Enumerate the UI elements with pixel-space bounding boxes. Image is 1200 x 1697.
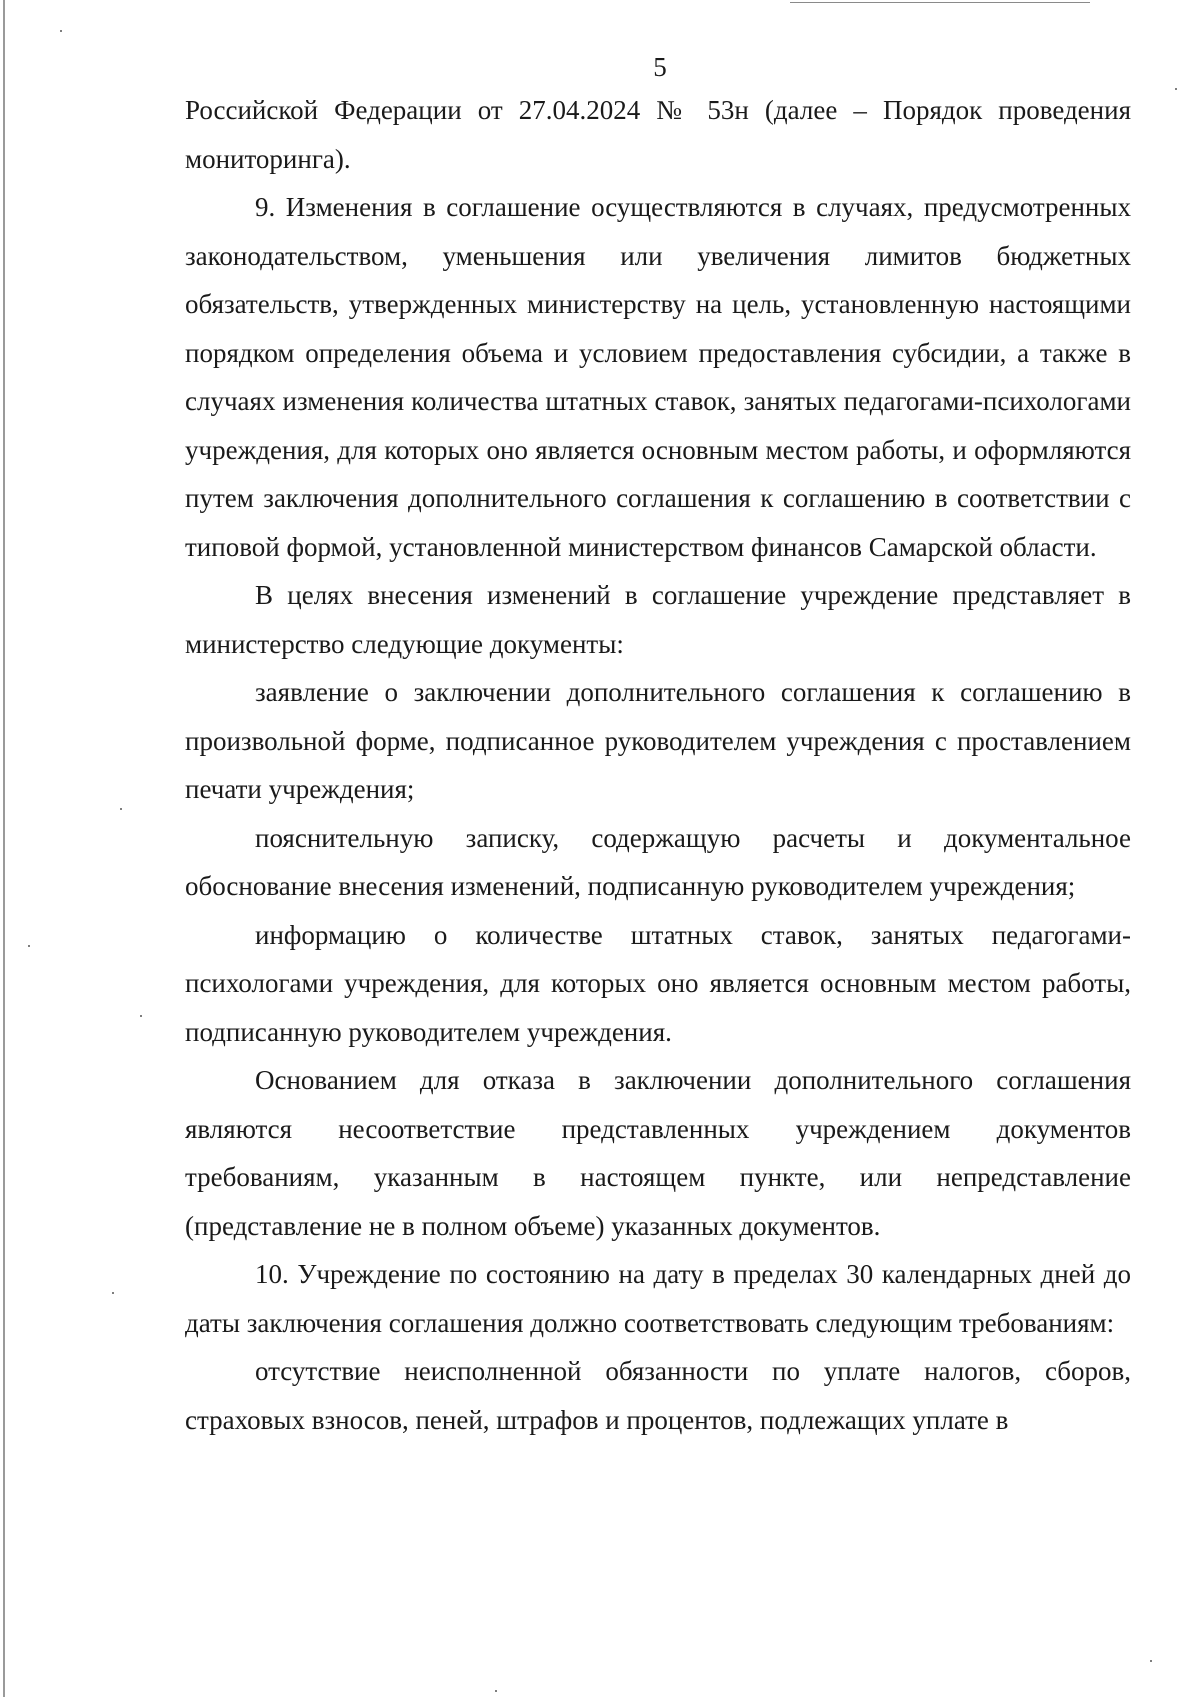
scan-left-edge — [3, 0, 5, 1697]
page-number: 5 — [653, 52, 667, 82]
scan-speck — [1150, 1660, 1152, 1662]
scan-speck — [28, 945, 30, 947]
paragraph: Основанием для отказа в заключении дополнительного соглашения являются несоответствие представленных учреждением документов требованиям, указанным в настоящем пункте, или непредставление (представление не в полном объеме) указанных документов. — [185, 1065, 1131, 1241]
scan-top-line — [790, 2, 1090, 3]
paragraph: 10. Учреждение по состоянию на дату в пределах 30 календарных дней до даты заключения соглашения должно соответствовать следующим требованиям: — [185, 1259, 1131, 1338]
scan-speck — [140, 1015, 142, 1017]
paragraph: 9. Изменения в соглашение осуществляются в случаях, предусмотренных законодательством, уменьшения или увеличения лимитов бюджетных обязательств, утвержденных министерству на цель, установленную настоящими порядком определения объема и условием предоставления субсидии, а также в случаях изменения количества штатных ставок, занятых педагогами-психологами учреждения, для которых оно является основным местом работы, и оформляются путем заключения дополнительного соглашения к соглашению в соответствии с типовой формой, установленной министерством финансов Самарской области. — [185, 192, 1131, 562]
paragraph: Российской Федерации от 27.04.2024 № 53н (далее – Порядок проведения мониторинга). — [185, 95, 1131, 174]
scan-speck — [60, 30, 62, 32]
scan-speck — [112, 1292, 114, 1294]
scan-speck — [495, 1690, 497, 1692]
paragraph: информацию о количестве штатных ставок, занятых педагогами-психологами учреждения, для которых оно является основным местом работы, подписанную руководителем учреждения. — [185, 919, 1131, 1047]
document-body — [185, 86, 1131, 1444]
scan-speck — [1175, 88, 1177, 90]
paragraph: отсутствие неисполненной обязанности по уплате налогов, сборов, страховых взносов, пеней, штрафов и процентов, подлежащих уплате в — [185, 1356, 1131, 1435]
paragraph: пояснительную записку, содержащую расчеты и документальное обоснование внесения изменений, подписанную руководителем учреждения; — [185, 822, 1131, 901]
paragraph: В целях внесения изменений в соглашение учреждение представляет в министерство следующие документы: — [185, 580, 1131, 659]
paragraph: заявление о заключении дополнительного соглашения к соглашению в произвольной форме, подписанное руководителем учреждения с проставлением печати учреждения; — [185, 677, 1131, 804]
scan-speck — [120, 808, 122, 810]
